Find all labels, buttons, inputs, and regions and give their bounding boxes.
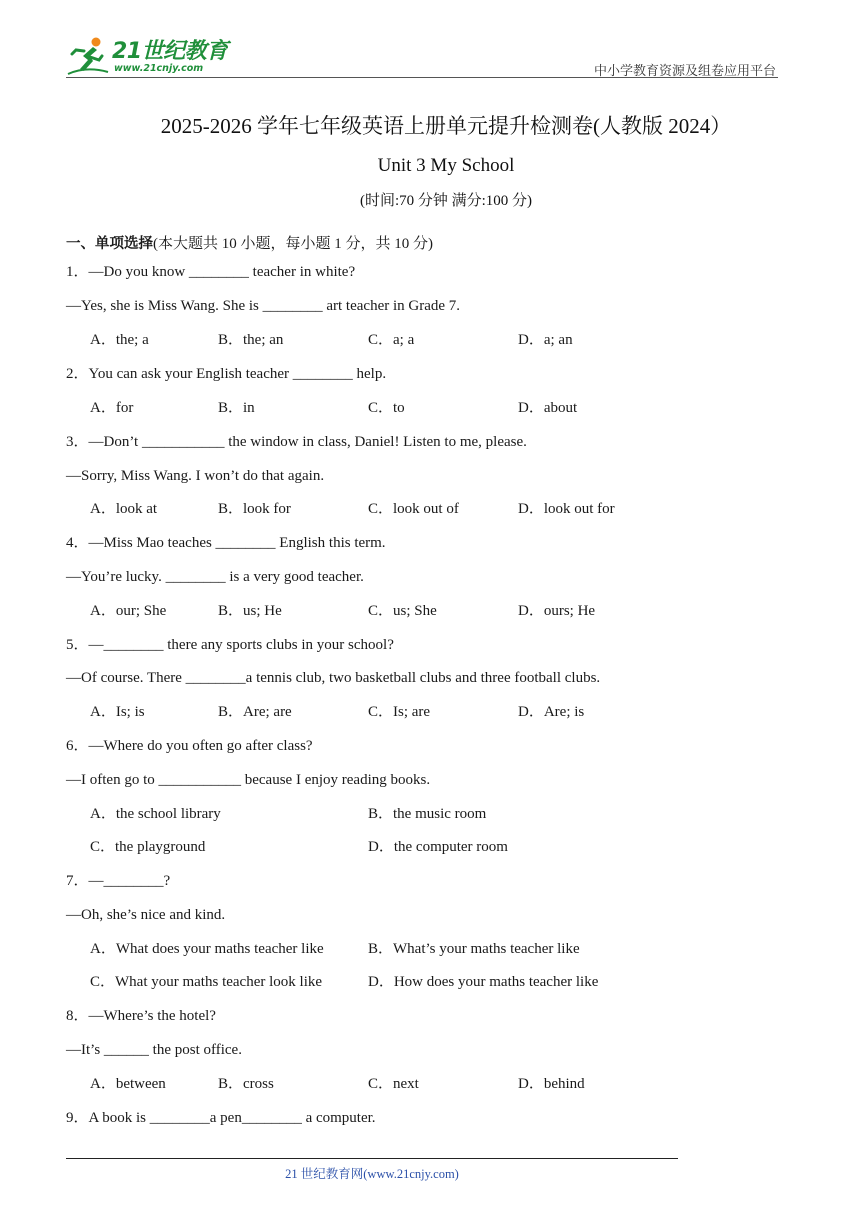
- option: A．look at: [90, 501, 158, 517]
- option: C．to: [368, 400, 405, 416]
- option: D．about: [518, 400, 578, 416]
- logo: [66, 36, 236, 80]
- option: A．Is; is: [90, 704, 145, 720]
- option: D．Are; is: [518, 704, 585, 720]
- logo-url: www.21cnjy.com: [114, 63, 204, 74]
- header-divider: [66, 77, 778, 78]
- section-note: (本大题共 10 小题，每小题 1 分，共 10 分): [153, 236, 433, 252]
- question-line: 9．A book is ________a pen________ a computer.: [66, 1110, 376, 1126]
- question-line: 2．You can ask your English teacher ________ help.: [66, 366, 387, 382]
- option: A．What does your maths teacher like: [90, 941, 324, 957]
- option: A．between: [90, 1076, 166, 1092]
- option: A．for: [90, 400, 134, 416]
- option: B．What’s your maths teacher like: [368, 941, 580, 957]
- question-line: —You’re lucky. ________ is a very good teacher.: [66, 569, 364, 585]
- option: B．the music room: [368, 806, 487, 822]
- option: B．us; He: [218, 603, 282, 619]
- question-line: —Oh, she’s nice and kind.: [66, 907, 226, 923]
- exam-title: 2025-2026 学年七年级英语上册单元提升检测卷(人教版 2024）: [160, 114, 732, 138]
- question-line: 1．—Do you know ________ teacher in white?: [66, 264, 356, 280]
- option: B．in: [218, 400, 255, 416]
- option: D．How does your maths teacher like: [368, 974, 599, 990]
- option: B．cross: [218, 1076, 274, 1092]
- option: D．ours; He: [518, 603, 596, 619]
- time-info: (时间:70 分钟 满分:100 分): [359, 193, 533, 209]
- option: D．look out for: [518, 501, 615, 517]
- question-line: 7．—________?: [66, 873, 171, 889]
- question-line: —Sorry, Miss Wang. I won’t do that again.: [66, 468, 325, 484]
- question-line: 8．—Where’s the hotel?: [66, 1008, 216, 1024]
- option: A．the; a: [90, 332, 149, 348]
- option: D．behind: [518, 1076, 585, 1092]
- question-line: —Of course. There ________a tennis club, two basketball clubs and three football clubs.: [66, 670, 601, 686]
- option: C．What your maths teacher look like: [90, 974, 323, 990]
- option: A．our; She: [90, 603, 167, 619]
- option: D．a; an: [518, 332, 573, 348]
- option: C．us; She: [368, 603, 437, 619]
- section-heading: [66, 234, 433, 254]
- runner-icon: [66, 36, 110, 78]
- option: D．the computer room: [368, 839, 508, 855]
- option: B．Are; are: [218, 704, 292, 720]
- question-line: 3．—Don’t ___________ the window in class, Daniel! Listen to me, please.: [66, 434, 527, 450]
- question-line: 5．—________ there any sports clubs in your school?: [66, 637, 394, 653]
- footer-divider: [66, 1158, 678, 1159]
- option: C．look out of: [368, 501, 459, 517]
- question-line: —It’s ______ the post office.: [66, 1042, 242, 1058]
- option: C．the playground: [90, 839, 206, 855]
- option: C．next: [368, 1076, 419, 1092]
- question-line: 6．—Where do you often go after class?: [66, 738, 313, 754]
- question-line: 4．—Miss Mao teaches ________ English this term.: [66, 535, 386, 551]
- option: C．a; a: [368, 332, 415, 348]
- section-title: 一、单项选择: [66, 236, 153, 252]
- footer-text: 21 世纪教育网(www.21cnjy.com): [285, 1167, 459, 1181]
- option: B．look for: [218, 501, 291, 517]
- option: B．the; an: [218, 332, 284, 348]
- question-line: —Yes, she is Miss Wang. She is ________ art teacher in Grade 7.: [66, 298, 461, 314]
- unit-subtitle: Unit 3 My School: [377, 155, 515, 176]
- option: C．Is; are: [368, 704, 431, 720]
- logo-text: 21世纪教育: [112, 39, 228, 64]
- option: A．the school library: [90, 806, 221, 822]
- header-platform-text: 中小学教育资源及组卷应用平台: [593, 63, 776, 78]
- question-line: —I often go to ___________ because I enjoy reading books.: [66, 772, 431, 788]
